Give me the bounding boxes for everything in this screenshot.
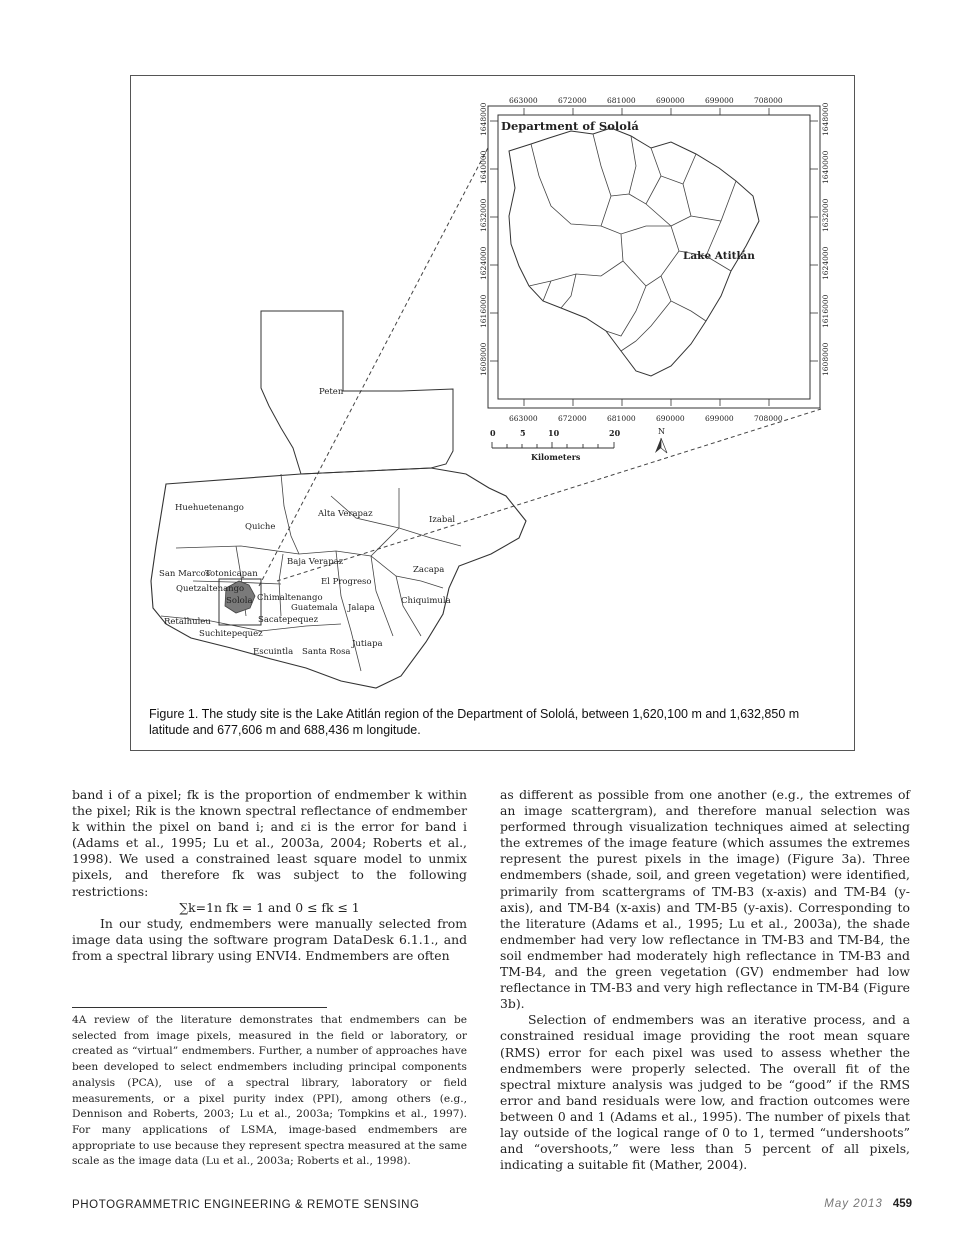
x-tick-bottom-2: 672000: [558, 414, 587, 423]
y-tick-left-4: 1624000: [479, 246, 488, 280]
inset-map: [479, 96, 830, 423]
y-tick-right-2: 1640000: [821, 150, 830, 184]
x-tick-bottom-3: 681000: [607, 414, 636, 423]
constraint-equation: ∑k=1n fk = 1 and 0 ≤ fk ≤ 1: [179, 899, 360, 915]
footer-right: [824, 1198, 912, 1210]
y-tick-left-1: 1648000: [479, 102, 488, 136]
north-label: N: [658, 427, 665, 436]
x-tick-bottom-1: 663000: [509, 414, 538, 423]
figure-1: [130, 75, 855, 751]
x-tick-top-4: 690000: [656, 96, 685, 105]
y-tick-left-2: 1640000: [479, 150, 488, 184]
figure-caption: Figure 1. The study site is the Lake Atitlán region of the Department of Sololá, between 1,620,100 m and 1,632,850 m latitude and 677,606 m and 688,436 m longitude.: [149, 707, 800, 737]
x-tick-top-3: 681000: [607, 96, 636, 105]
dept-label-chiquimula: Chiquimula: [401, 596, 451, 606]
y-tick-right-3: 1632000: [821, 198, 830, 232]
dept-label-huehuetenango: Huehuetenango: [175, 503, 244, 513]
dept-label-baja-verapaz: Baja Verapaz: [287, 557, 344, 567]
y-tick-left-3: 1632000: [479, 198, 488, 232]
y-tick-right-1: 1648000: [821, 102, 830, 136]
footer-journal-name: PHOTOGRAMMETRIC ENGINEERING & REMOTE SENSING: [72, 1199, 420, 1211]
right-column: [500, 787, 910, 1173]
dept-label-suchitepequez: Suchitepequez: [199, 629, 263, 639]
lake-label: Lake Atitlán: [683, 250, 755, 262]
dept-label-guatemala: Guatemala: [291, 603, 338, 613]
dept-label-san-marcos: San Marcos: [159, 569, 211, 579]
dept-label-sacatepequez: Sacatepequez: [258, 615, 319, 625]
inset-title: Department of Sololá: [501, 119, 639, 133]
dept-label-solola: Solola: [226, 596, 253, 606]
x-tick-bottom-5: 699000: [705, 414, 734, 423]
x-tick-top-5: 699000: [705, 96, 734, 105]
footnote-divider: [72, 1007, 327, 1008]
scale-label-5: 5: [520, 428, 526, 438]
y-tick-left-5: 1616000: [479, 294, 488, 328]
scale-label-0: 0: [490, 428, 496, 438]
dept-label-alta-verapaz: Alta Verapaz: [318, 509, 373, 519]
dept-label-el-progreso: El Progreso: [321, 577, 372, 587]
page-number: 459: [892, 1198, 912, 1210]
scale-bar: [490, 428, 621, 462]
dept-label-santa-rosa: Santa Rosa: [302, 647, 351, 657]
dept-label-zacapa: Zacapa: [413, 565, 445, 575]
y-tick-left-6: 1608000: [479, 342, 488, 376]
y-tick-right-4: 1624000: [821, 246, 830, 280]
scale-label-20: 20: [609, 428, 621, 438]
dept-label-jalapa: Jalapa: [348, 603, 375, 613]
left-paragraph-1: band i of a pixel; fk is the proportion of endmember k within the pixel; Rik is the known spectral reflectance of endmember k within the pixel on band i; and εi is the error for band i (Adams et al., 1995; Lu et al., 2003a, 2004; Roberts et al., 1998). We used a constrained least square model to unmix pixels, and therefore fk was subject to the following restrictions:: [72, 787, 467, 899]
figure-map-graphic: [131, 76, 856, 752]
footnote-4: 4A review of the literature demonstrates that endmembers can be selected from image pixels, measured in the field or laboratory, or created as “virtual” endmembers. Further, a number of approaches have been developed to select endmembers including principal components analysis (PCA), use of a spectral library, laboratory or field measurements, or a pixel purity index (PPI), among others (e.g., Dennison and Roberts, 2003; Lu et al., 2003a; Tompkins et al., 1997). For many applications of LSMA, image-based endmembers are appropriate to use because they represent spectra measured at the same scale as the image data (Lu et al., 2003a; Roberts et al., 1998).: [72, 1014, 467, 1168]
dept-label-quiche: Quiche: [245, 522, 276, 532]
dept-label-totonicapan: Totonicapan: [205, 569, 258, 579]
right-paragraph-2: Selection of endmembers was an iterative process, and a constrained residual image providing the root mean square (RMS) error for each pixel was used to assess whether the endmembers were properly selected. The overall fit of the spectral mixture analysis was judged to be “good” if the RMS error and band residuals were low, and fraction outcomes were between 0 and 1 (Adams et al., 1995). The number of pixels that lay outside of the logical range of 0 to 1, termed “undershoots” and “overshoots,” were less than 5 percent of all pixels, indicating a suitable fit (Mather, 2004).: [500, 1012, 910, 1173]
dept-label-escuintla: Escuintla: [253, 647, 294, 657]
north-arrow-icon: [655, 427, 667, 453]
dept-label-chimaltenango: Chimaltenango: [257, 593, 323, 603]
x-tick-top-1: 663000: [509, 96, 538, 105]
left-paragraph-2: In our study, endmembers were manually selected from image data using the software program DataDesk 6.1.1., and from a spectral library using ENVI4. Endmembers are often: [72, 915, 467, 963]
x-tick-top-6: 708000: [754, 96, 783, 105]
dept-label-jutiapa: Jutiapa: [352, 639, 383, 649]
scale-unit-label: Kilometers: [531, 452, 581, 462]
left-column: [72, 787, 467, 964]
footer-date: May 2013: [824, 1198, 883, 1210]
scale-label-10: 10: [548, 428, 560, 438]
y-tick-right-5: 1616000: [821, 294, 830, 328]
x-tick-bottom-4: 690000: [656, 414, 685, 423]
x-tick-bottom-6: 708000: [754, 414, 783, 423]
x-tick-top-2: 672000: [558, 96, 587, 105]
y-tick-right-6: 1608000: [821, 342, 830, 376]
dept-label-peten: Peten: [319, 387, 344, 397]
right-paragraph-1: as different as possible from one another (e.g., the extremes of an image scattergram), and therefore manual selection was performed through visualization techniques aimed at selecting the extremes of the image feature (which assumes the extremes represent the purest pixels in the image) (Figure 3a). Three endmembers (shade, soil, and green vegetation) were identified, primarily from scattergrams of TM-B3 (x-axis) and TM-B4 (y-axis), and TM-B4 (x-axis) and TM-B5 (y-axis). Corresponding to the literature (Adams et al., 1995; Lu et al., 2003a), the shade endmember had very low reflectance in TM-B3 and TM-B4, the soil endmember had moderately high reflectance in TM-B3 and TM-B4, and the green vegetation (GV) endmember had low reflectance in TM-B3 and very high reflectance in TM-B4 (Figure 3b).: [500, 787, 910, 1012]
dept-label-retalhuleu: Retalhuleu: [164, 617, 211, 627]
dept-label-izabal: Izabal: [429, 515, 456, 525]
dept-label-quetzaltenango: Quetzaltenango: [176, 584, 245, 594]
